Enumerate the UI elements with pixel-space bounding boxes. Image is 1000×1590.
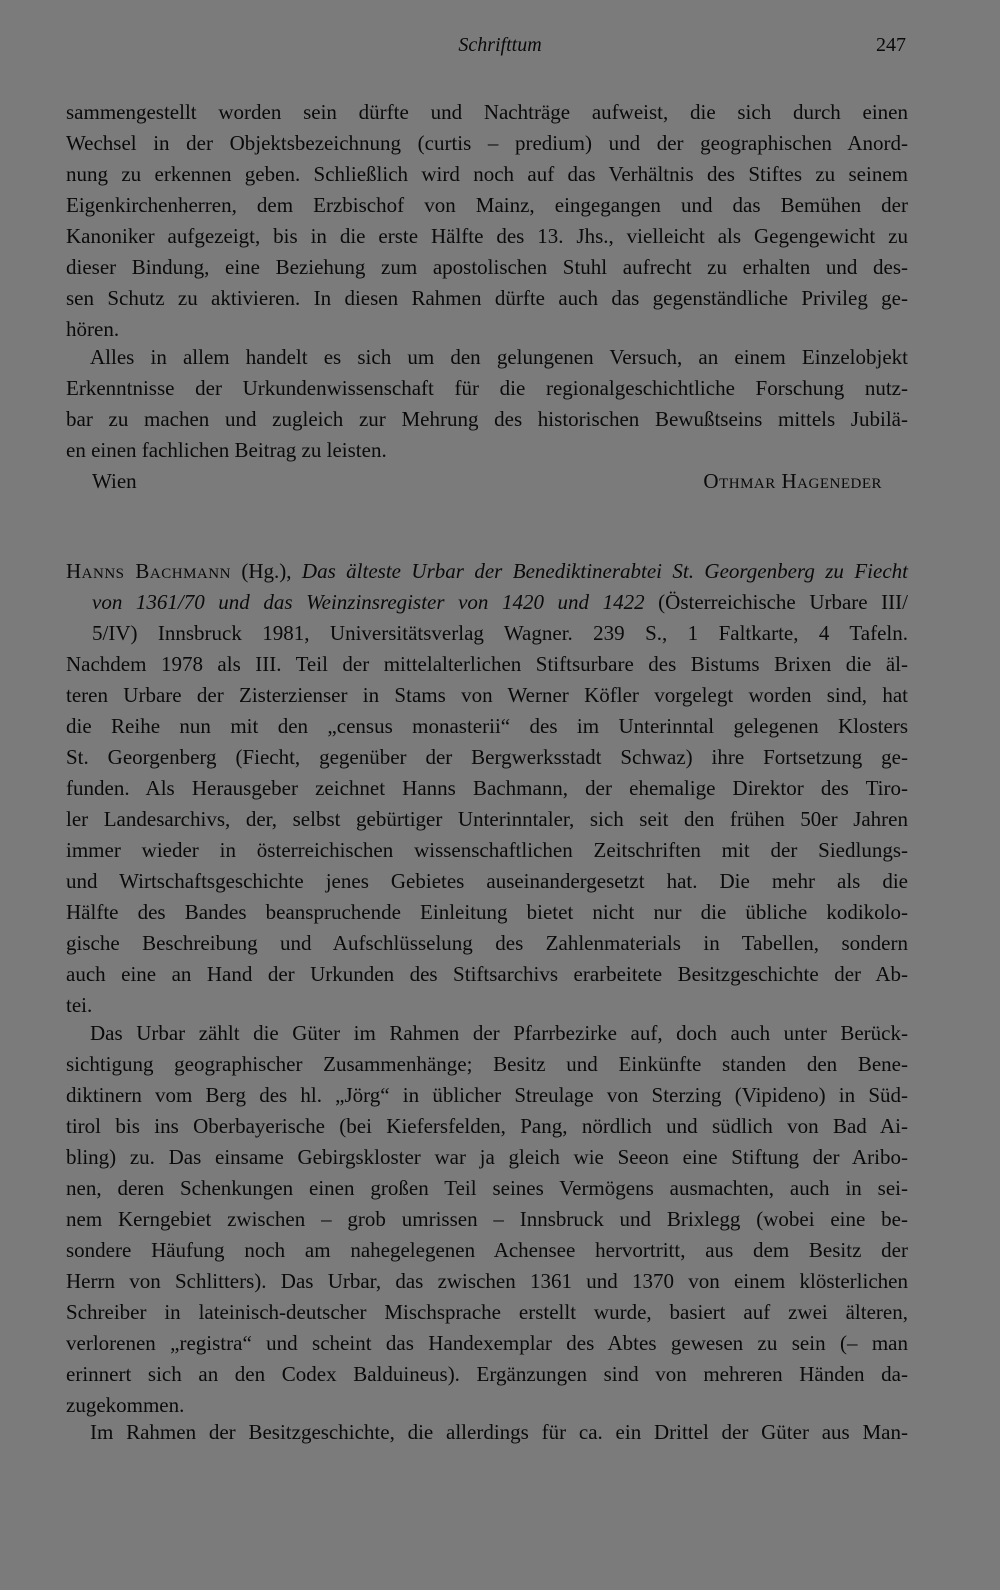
page-number: 247	[876, 34, 906, 56]
text-line: diktinern vom Berg des hl. „Jörg“ in üblicher Streulage von Sterzing (Vipideno) in Süd-	[66, 1083, 908, 1107]
citation-title-cont: von 1361/70 und das Weinzinsregister von 1420 und 1422	[92, 590, 645, 614]
review1-paragraph-1	[66, 97, 908, 345]
text-line: funden. Als Herausgeber zeichnet Hanns Bachmann, der ehemalige Direktor des Tiro-	[66, 776, 908, 800]
signature-city: Wien	[92, 469, 137, 493]
text-line: Das Urbar zählt die Güter im Rahmen der Pfarrbezirke auf, doch auch unter Berück-	[90, 1021, 908, 1045]
text-line: St. Georgenberg (Fiecht, gegenüber der Bergwerksstadt Schwaz) ihre Fortsetzung ge-	[66, 745, 908, 769]
text-line: bling) zu. Das einsame Gebirgskloster war ja gleich wie Seeon eine Stiftung der Aribo-	[66, 1145, 908, 1169]
text-line: immer wieder in österreichischen wissenschaftlichen Zeitschriften mit der Siedlungs-	[66, 838, 908, 862]
text-line: sondere Häufung noch am nahegelegenen Achensee hervortritt, aus dem Besitz der	[66, 1238, 908, 1262]
review2-paragraph-1	[66, 649, 908, 1021]
text-line: Im Rahmen der Besitzgeschichte, die allerdings für ca. ein Drittel der Güter aus Man-	[90, 1420, 908, 1444]
citation-title: Das älteste Urbar der Benediktinerabtei St. Georgenberg zu Fiecht	[301, 559, 908, 583]
text-line: nen, deren Schenkungen einen großen Teil seines Vermögens ausmachten, auch in sei-	[66, 1176, 908, 1200]
text-line: gische Beschreibung und Aufschlüsselung des Zahlenmaterials in Tabellen, sondern	[66, 931, 908, 955]
signature-name: Othmar Hageneder	[703, 469, 882, 493]
review2-citation	[66, 556, 908, 649]
text-line: Erkenntnisse der Urkundenwissenschaft für die regionalgeschichtliche Forschung nutz-	[66, 376, 908, 400]
citation-series: (Österreichische Urbare III/	[644, 590, 908, 614]
citation-author: Hanns Bachmann	[66, 559, 231, 583]
citation-line	[66, 587, 908, 618]
text-line: hören.	[66, 317, 120, 341]
text-line: Herrn von Schlitters). Das Urbar, das zwischen 1361 und 1370 von einem klösterlichen	[66, 1269, 908, 1293]
review2-paragraph-3	[66, 1417, 908, 1448]
review1-signature	[92, 466, 882, 497]
text-line: Wechsel in der Objektsbezeichnung (curtis – predium) und der geographischen Anord-	[66, 131, 908, 155]
text-line: die Reihe nun mit den „census monasterii“ des im Unterinntal gelegenen Klosters	[66, 714, 908, 738]
running-title: Schrifttum	[458, 34, 542, 56]
text-line: ler Landesarchivs, der, selbst gebürtiger Unterinntaler, sich seit den frühen 50er Jahren	[66, 807, 908, 831]
citation-line: 5/IV) Innsbruck 1981, Universitätsverlag Wagner. 239 S., 1 Faltkarte, 4 Tafeln.	[92, 621, 908, 645]
text-line: Hälfte des Bandes beanspruchende Einleitung bietet nicht nur die übliche kodikolo-	[66, 900, 908, 924]
citation-line	[66, 556, 908, 587]
text-line: tei.	[66, 993, 93, 1017]
text-line: en einen fachlichen Beitrag zu leisten.	[66, 438, 387, 462]
text-line: sammengestellt worden sein dürfte und Nachträge aufweist, die sich durch einen	[66, 100, 908, 124]
text-line: sichtigung geographischer Zusammenhänge; Besitz und Einkünfte standen den Bene-	[66, 1052, 908, 1076]
text-line: tirol bis ins Oberbayerische (bei Kiefersfelden, Pang, nördlich und südlich von Bad Ai-	[66, 1114, 908, 1138]
review2-paragraph-2	[66, 1018, 908, 1421]
text-line: dieser Bindung, eine Beziehung zum apostolischen Stuhl aufrecht zu erhalten und des-	[66, 255, 908, 279]
text-line: sen Schutz zu aktivieren. In diesen Rahmen dürfte auch das gegenständliche Privileg ge-	[66, 286, 908, 310]
text-line: nem Kerngebiet zwischen – grob umrissen – Innsbruck und Brixlegg (wobei eine be-	[66, 1207, 908, 1231]
text-line: Eigenkirchenherren, dem Erzbischof von Mainz, eingegangen und das Bemühen der	[66, 193, 908, 217]
text-line: auch eine an Hand der Urkunden des Stiftsarchivs erarbeitete Besitzgeschichte der Ab-	[66, 962, 908, 986]
text-line: Kanoniker aufgezeigt, bis in die erste Hälfte des 13. Jhs., vielleicht als Gegengewicht zu	[66, 224, 908, 248]
text-line: verlorenen „registra“ und scheint das Handexemplar des Abtes gewesen zu sein (– man	[66, 1331, 908, 1355]
review1-paragraph-2	[66, 342, 908, 466]
text-line: und Wirtschaftsgeschichte jenes Gebietes auseinandergesetzt hat. Die mehr als die	[66, 869, 908, 893]
text-line: bar zu machen und zugleich zur Mehrung des historischen Bewußtseins mittels Jubilä-	[66, 407, 908, 431]
text-line: nung zu erkennen geben. Schließlich wird noch auf das Verhältnis des Stiftes zu seinem	[66, 162, 908, 186]
text-line: Alles in allem handelt es sich um den gelungenen Versuch, an einem Einzelobjekt	[90, 345, 908, 369]
text-line: zugekommen.	[66, 1393, 185, 1417]
text-line: erinnert sich an den Codex Balduineus). Ergänzungen sind von mehreren Händen da-	[66, 1362, 908, 1386]
citation-editor-mark: (Hg.),	[230, 559, 302, 583]
text-line: Nachdem 1978 als III. Teil der mittelalterlichen Stiftsurbare des Bistums Brixen die äl-	[66, 652, 908, 676]
text-line: teren Urbare der Zisterzienser in Stams von Werner Köfler vorgelegt worden sind, hat	[66, 683, 908, 707]
running-header	[0, 30, 1000, 64]
text-line: Schreiber in lateinisch-deutscher Mischsprache erstellt wurde, basiert auf zwei älteren,	[66, 1300, 908, 1324]
